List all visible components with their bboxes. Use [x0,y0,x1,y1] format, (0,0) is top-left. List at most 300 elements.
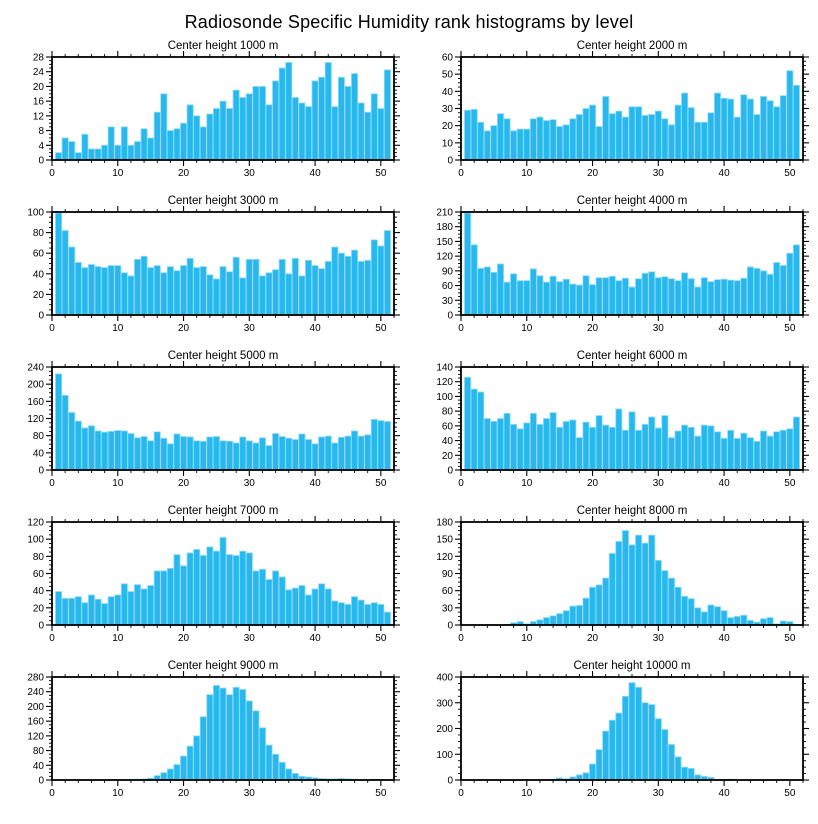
bar [668,744,674,780]
bar [609,553,615,625]
bar [259,569,265,625]
bar [589,105,595,160]
bar [332,107,338,160]
bar [668,279,674,315]
bar [371,94,377,160]
bar [570,284,576,315]
y-tick-label: 210 [436,207,453,219]
bar [253,443,259,470]
bar [543,282,549,315]
bar [233,687,239,780]
bar [365,435,371,470]
bar [563,421,569,470]
bar [226,441,232,470]
bars [464,71,799,160]
bar [62,395,68,470]
panel-3000m [0,192,409,347]
bar [675,281,681,315]
bar [576,285,582,315]
bar [88,265,94,315]
bar [524,129,530,160]
x-tick-label: 0 [49,168,55,179]
bar [596,416,602,470]
bar [655,278,661,315]
bar [649,417,655,470]
bar [741,278,747,315]
y-tick-label: 240 [27,687,44,699]
bar [642,703,648,780]
y-tick-label: 200 [27,701,44,713]
bar [596,585,602,625]
bar [279,68,285,160]
bar [497,419,503,471]
bar [233,555,239,625]
bars [491,531,793,625]
x-tick-label: 0 [458,323,464,334]
bar [563,279,569,315]
bar [491,126,497,160]
bar [609,276,615,315]
bar [226,109,232,161]
bar [728,280,734,315]
bar [174,434,180,470]
x-tick-label: 0 [458,788,464,799]
bar [721,98,727,160]
bar [299,586,305,625]
bar [305,595,311,625]
bar [194,268,200,315]
bar [589,427,595,470]
bar [589,764,595,780]
bar [286,274,292,315]
bar [141,129,147,160]
bar [253,259,259,315]
histogram-svg [0,192,409,347]
bar [69,598,75,625]
bar [95,149,101,160]
page-title: Radiosonde Specific Humidity rank histograms by level [184,12,634,32]
y-tick-label: 40 [441,436,453,448]
bar [325,261,331,315]
bar [635,430,641,470]
y-tick-label: 50 [441,69,453,81]
bar [563,611,569,625]
bar [319,584,325,625]
bar [82,134,88,160]
bar [279,437,285,470]
subplot-title: Center height 8000 m [576,505,688,517]
bar [338,253,344,315]
bar [649,535,655,625]
y-tick-label: 180 [436,222,453,234]
bar [478,122,484,160]
bar [253,711,259,780]
bar [266,580,272,625]
y-tick-label: 20 [32,289,44,301]
bar [511,274,517,315]
x-tick-label: 40 [309,323,321,334]
x-tick-label: 50 [784,788,796,799]
y-tick-label: 30 [441,104,453,115]
bar [524,423,530,470]
x-tick-label: 10 [112,323,124,334]
bar [682,767,688,780]
x-tick-label: 0 [49,788,55,799]
x-tick-label: 50 [784,168,796,179]
y-tick-label: 120 [436,551,453,563]
bar [603,578,609,625]
bar [478,268,484,315]
histogram-svg [0,657,409,812]
bar [622,278,628,315]
bars [55,63,390,160]
y-tick-label: 20 [32,81,44,93]
bar [95,267,101,315]
x-tick-label: 0 [49,478,55,489]
bar [754,441,760,470]
bar [102,268,108,315]
bar [266,446,272,470]
bar [338,437,344,470]
bar [180,266,186,315]
histogram-svg [0,502,409,657]
bar [365,112,371,160]
bar [583,109,589,161]
panel-6000m [409,347,818,502]
bar [662,730,668,780]
bar [141,256,147,315]
x-tick-label: 0 [458,168,464,179]
bar [760,619,766,625]
y-tick-label: 100 [27,207,44,219]
bar [655,560,661,625]
bar [266,745,272,780]
bar [351,431,357,470]
histogram-svg [409,347,818,502]
bar [121,584,127,625]
x-tick-label: 40 [718,478,730,489]
bar [273,571,279,625]
x-tick-label: 20 [177,323,190,334]
bar [259,438,265,470]
bar [194,441,200,470]
bar [161,273,167,315]
bar [279,259,285,315]
x-tick-label: 30 [243,323,255,334]
y-tick-label: 60 [441,421,453,433]
x-tick-label: 30 [652,323,664,334]
x-tick-label: 0 [458,633,464,644]
bar [75,153,81,160]
bar [299,103,305,160]
bar [774,432,780,470]
bar [115,145,121,160]
bar [596,127,602,160]
bar [240,437,246,470]
x-tick-label: 30 [243,168,255,179]
bar [273,81,279,160]
bar [233,443,239,470]
y-tick-label: 60 [441,281,453,293]
y-tick-label: 0 [447,465,453,477]
bar [213,551,219,625]
x-tick-label: 50 [784,633,796,644]
bar [760,96,766,160]
x-tick-label: 20 [586,168,599,179]
histogram-svg [409,502,818,657]
bar [174,765,180,780]
bar [793,417,799,470]
bar [259,276,265,315]
bar [728,430,734,470]
bar [88,426,94,470]
bar [557,614,563,625]
bar [688,768,694,780]
bar [220,267,226,315]
panel-8000m [409,502,818,657]
bar [148,268,154,315]
bar [616,111,622,160]
y-tick-label: 0 [38,775,44,787]
bar [675,431,681,470]
bar [108,597,114,625]
x-tick-label: 10 [112,788,124,799]
bar [662,416,668,470]
bar [358,103,364,160]
bar [537,117,543,160]
bar [292,440,298,470]
bar [213,279,219,315]
bars [464,377,799,470]
bar [504,413,510,470]
bar [167,568,173,625]
bar [332,247,338,315]
bar [780,96,786,160]
bar [550,120,556,160]
bar [161,571,167,625]
y-tick-label: 0 [447,775,453,787]
subplot-title: Center height 5000 m [167,350,279,362]
bar [471,389,477,470]
bar [174,129,180,160]
bar [220,537,226,625]
bar [128,592,134,625]
bar [75,421,81,470]
bar [207,695,213,780]
x-tick-label: 10 [112,168,124,179]
bar [240,551,246,625]
bar [246,259,252,315]
bar [570,606,576,625]
bar [82,603,88,625]
y-tick-label: 0 [38,310,44,322]
bar [550,276,556,315]
bar [167,131,173,160]
bar [292,773,298,780]
bar [708,426,714,470]
y-tick-label: 120 [27,731,44,743]
x-tick-label: 50 [375,633,387,644]
x-tick-label: 20 [177,168,190,179]
bar [497,264,503,315]
bar [108,431,114,470]
bar [220,441,226,470]
y-tick-label: 0 [38,465,44,477]
bar [95,431,101,470]
bar [384,612,390,625]
bar [629,683,635,780]
bar [609,114,615,160]
bar [583,276,589,315]
histogram-svg [409,192,818,347]
bar [629,412,635,470]
bar [668,578,674,625]
bar [484,131,490,160]
bar [358,600,364,625]
bar [325,436,331,470]
bar [253,86,259,160]
y-tick-label: 100 [27,534,44,546]
x-tick-label: 30 [652,168,664,179]
bar [714,607,720,625]
bars [55,537,390,625]
y-tick-label: 120 [27,414,44,425]
bar [517,129,523,160]
bar [246,441,252,470]
bar [767,436,773,470]
bar [246,553,252,625]
bar [55,592,61,625]
bar [286,438,292,470]
bar [292,97,298,160]
x-tick-label: 0 [49,633,55,644]
y-tick-label: 80 [441,406,453,418]
bar [351,250,357,315]
bar [299,276,305,315]
x-tick-label: 10 [521,788,533,799]
bar [603,96,609,160]
bar [148,441,154,470]
y-tick-label: 150 [436,534,453,546]
x-tick-label: 10 [521,323,533,334]
bar [701,425,707,470]
bar [226,272,232,315]
bar [708,605,714,625]
bar [240,690,246,780]
bar [134,438,140,470]
bar [629,107,635,160]
x-tick-label: 20 [586,323,599,334]
y-tick-label: 280 [27,672,44,684]
y-tick-label: 40 [441,86,453,98]
x-tick-label: 10 [521,633,533,644]
bar [187,746,193,780]
bar [55,153,61,160]
bar [543,618,549,625]
y-tick-label: 40 [32,448,44,460]
x-tick-label: 40 [718,168,730,179]
x-tick-label: 10 [521,478,533,489]
bar [714,432,720,470]
bar [471,245,477,315]
bars [537,683,734,780]
bar [570,420,576,470]
bar [207,114,213,160]
bar [161,94,167,160]
bar [325,589,331,625]
bar [550,616,556,625]
bar [747,267,753,315]
bar [305,440,311,470]
bar [635,535,641,625]
y-tick-label: 200 [436,724,453,735]
bar [701,278,707,315]
bar [259,728,265,780]
bar [246,94,252,160]
bar [524,281,530,315]
bar [220,101,226,160]
y-tick-label: 160 [27,396,44,408]
bar [200,267,206,315]
x-tick-label: 30 [652,788,664,799]
bar [780,265,786,315]
bar [312,266,318,315]
bar [279,577,285,625]
bar [629,545,635,625]
bar [635,279,641,315]
bar [154,432,160,470]
x-tick-label: 30 [243,788,255,799]
y-tick-label: 160 [27,716,44,728]
bar [305,260,311,315]
histogram-svg [409,657,818,812]
bar [108,127,114,160]
bar [708,113,714,160]
bar [583,598,589,625]
subplot-title: Center height 4000 m [576,195,688,207]
bar [780,430,786,470]
bar [154,266,160,315]
bar [675,587,681,625]
bar [695,122,701,160]
bar [128,145,134,160]
bar [378,246,384,315]
bar [115,595,121,625]
bar [622,531,628,625]
y-tick-label: 4 [38,140,44,152]
bar [161,773,167,780]
charts-grid [0,37,818,812]
subplot-title: Center height 6000 m [576,350,688,362]
bar [767,274,773,315]
y-tick-label: 60 [32,569,44,580]
bar [332,443,338,470]
x-tick-label: 0 [49,323,55,334]
bar [134,259,140,315]
x-tick-label: 20 [586,788,599,799]
bar [543,419,549,471]
bar [721,438,727,470]
bar [583,773,589,780]
x-tick-label: 10 [521,168,533,179]
bar [154,112,160,160]
bar [622,696,628,780]
y-tick-label: 80 [32,551,44,563]
bar [55,213,61,315]
bar [246,701,252,780]
bar [213,685,219,780]
y-tick-label: 200 [27,379,44,391]
